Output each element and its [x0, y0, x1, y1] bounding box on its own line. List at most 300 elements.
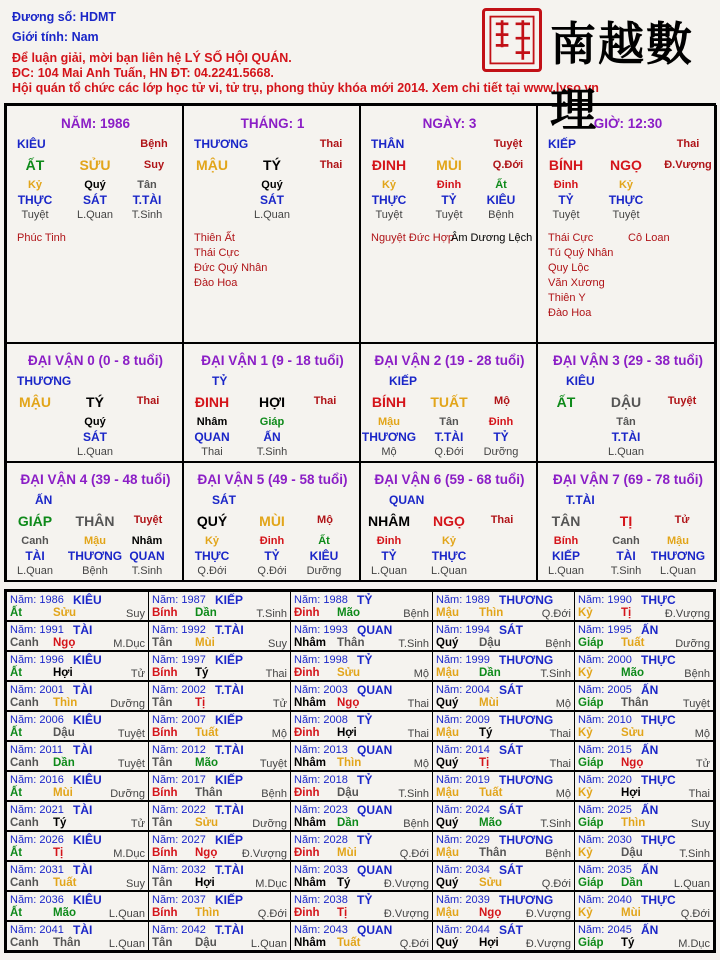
year-branch: Tị	[195, 697, 206, 709]
hidden-star: THƯƠNG	[650, 549, 706, 563]
year-cell	[574, 741, 714, 771]
year-stage: Thai	[549, 758, 571, 770]
year-label: Năm: 1997	[152, 654, 206, 666]
year-cell	[290, 651, 433, 681]
year-cell	[290, 771, 433, 801]
year-stage: Tử	[272, 698, 287, 710]
year-stem: Ất	[10, 727, 23, 739]
year-branch: Thân	[337, 637, 365, 649]
year-stage: Đ.Vượng	[383, 878, 429, 890]
year-cell	[432, 711, 575, 741]
year-cell	[6, 591, 149, 621]
year-cell	[574, 801, 714, 831]
year-star: TÀI	[73, 803, 93, 817]
pillar-stage: Tuyệt	[493, 138, 523, 150]
year-cell	[574, 771, 714, 801]
year-cell	[290, 891, 433, 921]
year-branch: Dần	[337, 817, 359, 829]
than-sat: Nguyệt Đức Hợp	[371, 232, 455, 244]
year-label: Năm: 2001	[10, 684, 64, 696]
year-star: QUAN	[357, 803, 393, 817]
year-cell	[148, 621, 291, 651]
year-star: KIẾP	[215, 713, 244, 727]
year-label: Năm: 2029	[436, 834, 490, 846]
year-cell	[6, 741, 149, 771]
year-stem: Quý	[436, 697, 459, 709]
year-label: Năm: 2043	[294, 924, 348, 936]
year-star: T.TÀI	[215, 923, 244, 937]
year-branch: Hợi	[53, 667, 73, 679]
year-stage: Dưỡng	[110, 788, 145, 800]
dai-van-cell	[537, 343, 717, 462]
year-stage: Bệnh	[261, 788, 287, 800]
dai-van-title: ĐẠI VẬN 7 (69 - 78 tuổi)	[552, 472, 704, 487]
dai-van-stem: NHÂM	[368, 513, 410, 529]
year-stage: Tuyệt	[117, 728, 145, 740]
dai-van-stage: Thai	[313, 395, 337, 407]
year-stem: Canh	[10, 817, 39, 829]
pillar-cell	[183, 105, 360, 343]
year-cell	[290, 861, 433, 891]
year-stage: Suy	[126, 878, 145, 890]
year-branch: Hợi	[479, 937, 499, 949]
year-label: Năm: 2025	[578, 804, 632, 816]
year-star: THƯƠNG	[499, 833, 554, 847]
pillar-stem: BÍNH	[548, 157, 584, 173]
year-star: SÁT	[499, 683, 523, 697]
hidden-stem: Kỷ	[441, 535, 457, 547]
year-stage: T.Sinh	[540, 818, 571, 830]
year-cell	[148, 591, 291, 621]
year-stem: Ất	[10, 667, 23, 679]
hidden-star: QUAN	[129, 549, 165, 563]
year-star: KIÊU	[73, 773, 102, 787]
year-stage: Tử	[130, 818, 145, 830]
hidden-star: KIẾP	[551, 549, 581, 563]
year-label: Năm: 2041	[10, 924, 64, 936]
year-label: Năm: 2020	[578, 774, 632, 786]
year-label: Năm: 2023	[294, 804, 348, 816]
year-label: Năm: 1989	[436, 594, 490, 606]
dai-van-title: ĐẠI VẬN 5 (49 - 58 tuổi)	[197, 472, 348, 487]
year-cell	[432, 651, 575, 681]
year-branch: Mùi	[195, 637, 215, 649]
year-branch: Mùi	[479, 697, 499, 709]
hidden-star: SÁT	[83, 193, 107, 207]
year-stem: Đinh	[294, 787, 320, 799]
year-star: ẤN	[641, 683, 659, 697]
year-branch: Mão	[337, 607, 360, 619]
year-label: Năm: 2042	[152, 924, 206, 936]
year-branch: Tị	[479, 757, 490, 769]
than-sat: Đào Hoa	[548, 307, 592, 319]
year-branch: Mão	[53, 907, 76, 919]
year-stage: T.Sinh	[256, 608, 287, 620]
pillar-star: THƯƠNG	[194, 137, 249, 151]
year-branch: Tị	[337, 907, 348, 919]
year-stem: Kỷ	[578, 727, 593, 739]
annual-table	[4, 589, 716, 953]
year-star: THƯƠNG	[499, 593, 554, 607]
year-star: SÁT	[499, 803, 523, 817]
year-label: Năm: 2019	[436, 774, 490, 786]
hidden-star: TÀI	[616, 549, 636, 563]
year-stage: Mộ	[413, 668, 429, 680]
year-cell	[6, 771, 149, 801]
dai-van-stem: ĐINH	[194, 394, 230, 410]
year-cell	[574, 621, 714, 651]
year-stage: Suy	[268, 638, 287, 650]
hidden-stem: Canh	[21, 535, 49, 547]
dai-van-stage: Thai	[136, 395, 160, 407]
year-star: SÁT	[499, 743, 523, 757]
year-cell	[574, 711, 714, 741]
dai-van-star: KIẾP	[389, 374, 418, 388]
year-star: TỶ	[357, 713, 373, 727]
pillar-star: THÂN	[371, 137, 405, 151]
dai-van-branch: MÙI	[259, 513, 285, 529]
year-stem: Tân	[152, 757, 173, 769]
year-star: TỶ	[357, 893, 373, 907]
year-stage: Q.Đới	[399, 848, 429, 860]
hidden-stage: T.Sinh	[131, 209, 163, 221]
year-stage: Bệnh	[403, 608, 429, 620]
year-label: Năm: 2021	[10, 804, 64, 816]
year-branch: Mão	[621, 667, 644, 679]
year-star: ẤN	[641, 743, 659, 757]
year-branch: Tý	[337, 877, 351, 889]
year-stage: T.Sinh	[540, 668, 571, 680]
year-stage: Suy	[126, 608, 145, 620]
year-branch: Sửu	[337, 667, 361, 679]
hidden-star: TỶ	[264, 549, 280, 563]
hidden-stem: Đinh	[436, 179, 462, 191]
hidden-star: TỶ	[381, 549, 397, 563]
year-label: Năm: 2033	[294, 864, 348, 876]
year-stem: Canh	[10, 637, 39, 649]
hidden-stem: Tân	[616, 416, 636, 428]
year-label: Năm: 1993	[294, 624, 348, 636]
year-branch: Thân	[195, 787, 223, 799]
hidden-stem: Ất	[495, 179, 507, 191]
pillar-branch: TÝ	[263, 157, 281, 173]
year-stage: Mộ	[694, 728, 710, 740]
hidden-star: QUAN	[194, 430, 230, 444]
hidden-stage: T.Sinh	[256, 446, 288, 458]
year-star: TỶ	[357, 593, 373, 607]
year-branch: Tị	[621, 607, 632, 619]
pillar-stage: Đ.Vượng	[664, 159, 712, 171]
year-cell	[290, 711, 433, 741]
hidden-star: T.TÀI	[611, 430, 641, 444]
dai-van-stem: ẤT	[556, 394, 576, 410]
year-stage: L.Quan	[108, 908, 145, 920]
year-label: Năm: 2022	[152, 804, 206, 816]
year-branch: Tý	[621, 937, 635, 949]
year-star: QUAN	[357, 683, 393, 697]
year-cell	[432, 771, 575, 801]
hidden-star: THƯƠNG	[361, 430, 417, 444]
dai-van-title: ĐẠI VẬN 4 (39 - 48 tuổi)	[20, 472, 171, 487]
year-stem: Canh	[10, 757, 39, 769]
year-stem: Nhâm	[294, 937, 326, 949]
year-star: THƯƠNG	[499, 773, 554, 787]
year-stage: Q.Đới	[257, 908, 287, 920]
hidden-star: SÁT	[83, 430, 107, 444]
hidden-star: THỰC	[608, 193, 644, 207]
year-star: KIÊU	[73, 713, 102, 727]
than-sat: Thiên Y	[548, 292, 586, 304]
year-branch: Mùi	[621, 907, 641, 919]
pillar-stage: Thai	[676, 138, 700, 150]
dai-van-cell	[6, 343, 183, 462]
year-stage: Q.Đới	[399, 938, 429, 950]
year-stem: Giáp	[578, 937, 604, 949]
year-star: THỰC	[641, 593, 676, 607]
hidden-stage: Tuyệt	[21, 209, 49, 221]
year-branch: Mão	[195, 757, 218, 769]
brand-logo-text: 南越數理	[550, 17, 694, 137]
year-star: TÀI	[73, 743, 93, 757]
year-branch: Tý	[479, 727, 493, 739]
year-label: Năm: 1994	[436, 624, 490, 636]
year-star: ẤN	[641, 863, 659, 877]
year-star: TỶ	[357, 833, 373, 847]
year-cell	[148, 891, 291, 921]
year-stem: Kỷ	[578, 847, 593, 859]
year-star: TỶ	[357, 653, 373, 667]
year-branch: Ngọ	[53, 637, 76, 649]
hidden-star: TÀI	[25, 549, 45, 563]
hidden-stem: Kỷ	[27, 179, 43, 191]
year-stage: Tử	[695, 758, 710, 770]
year-stage: Q.Đới	[541, 878, 571, 890]
year-stage: Dưỡng	[675, 638, 710, 650]
year-stem: Đinh	[294, 907, 320, 919]
year-branch: Tị	[53, 847, 64, 859]
year-stem: Nhâm	[294, 877, 326, 889]
year-cell	[6, 651, 149, 681]
than-sat: Thái Cực	[194, 247, 240, 259]
year-cell	[290, 831, 433, 861]
year-cell	[432, 921, 575, 951]
year-star: THỰC	[641, 833, 676, 847]
dai-van-stem: MẬU	[19, 394, 51, 410]
year-label: Năm: 2034	[436, 864, 490, 876]
hidden-stage: Mộ	[381, 446, 397, 458]
hidden-star: TỶ	[558, 193, 574, 207]
year-stem: Nhâm	[294, 637, 326, 649]
year-label: Năm: 2012	[152, 744, 206, 756]
year-label: Năm: 2002	[152, 684, 206, 696]
hidden-stem: Nhâm	[196, 416, 228, 428]
year-branch: Dậu	[337, 787, 359, 799]
year-stem: Kỷ	[578, 667, 593, 679]
year-branch: Mùi	[53, 787, 73, 799]
year-branch: Ngọ	[479, 907, 502, 919]
hidden-stage: Tuyệt	[375, 209, 403, 221]
year-cell	[432, 591, 575, 621]
year-cell	[432, 741, 575, 771]
year-cell	[6, 621, 149, 651]
year-label: Năm: 2035	[578, 864, 632, 876]
year-branch: Dậu	[195, 937, 217, 949]
pillar-stem: ĐINH	[371, 157, 407, 173]
year-label: Năm: 2015	[578, 744, 632, 756]
year-branch: Ngọ	[337, 697, 360, 709]
year-cell	[290, 621, 433, 651]
year-branch: Thìn	[479, 607, 504, 619]
than-sat: Thiên Ất	[194, 232, 235, 244]
year-label: Năm: 2017	[152, 774, 206, 786]
year-label: Năm: 2009	[436, 714, 490, 726]
year-stem: Bính	[152, 607, 178, 619]
address-line: ĐC: 104 Mai Anh Tuấn, HN ĐT: 04.2241.5668.	[12, 66, 274, 80]
pillar-stage: Thai	[319, 138, 343, 150]
dai-van-branch: TỊ	[619, 513, 633, 529]
hidden-stem: Đinh	[259, 535, 285, 547]
dai-van-stage: Tuyệt	[667, 395, 697, 407]
hidden-stage: Dưỡng	[483, 446, 519, 458]
year-star: ẤN	[641, 923, 659, 937]
year-label: Năm: 2026	[10, 834, 64, 846]
hidden-stem: Giáp	[259, 416, 285, 428]
year-cell	[148, 681, 291, 711]
year-label: Năm: 1996	[10, 654, 64, 666]
year-branch: Hợi	[621, 787, 641, 799]
year-label: Năm: 2032	[152, 864, 206, 876]
year-star: KIẾP	[215, 653, 244, 667]
than-sat: Đào Hoa	[194, 277, 238, 289]
year-cell	[6, 921, 149, 951]
year-stem: Bính	[152, 727, 178, 739]
year-cell	[6, 801, 149, 831]
hidden-stem: Mậu	[378, 416, 400, 428]
dai-van-stage: Mộ	[494, 395, 510, 407]
year-stage: Thai	[549, 728, 571, 740]
year-stage: L.Quan	[673, 878, 710, 890]
year-branch: Thân	[53, 937, 81, 949]
year-branch: Tý	[195, 667, 209, 679]
dai-van-cell	[360, 462, 537, 582]
year-branch: Thân	[479, 847, 507, 859]
year-stage: Q.Đới	[680, 908, 710, 920]
year-label: Năm: 2044	[436, 924, 490, 936]
year-stage: Bệnh	[545, 638, 571, 650]
year-stage: Đ.Vượng	[383, 908, 429, 920]
year-stage: Thai	[407, 728, 429, 740]
year-cell	[574, 831, 714, 861]
year-label: Năm: 2016	[10, 774, 64, 786]
hidden-stage: L.Quan	[659, 565, 697, 577]
pillar-stage: Thai	[319, 159, 343, 171]
year-star: T.TÀI	[215, 683, 244, 697]
year-stage: T.Sinh	[679, 848, 710, 860]
pillar-title: NGÀY: 3	[422, 116, 477, 131]
pillar-stage: Q.Đới	[492, 159, 524, 171]
year-stem: Mậu	[436, 847, 459, 859]
year-branch: Mùi	[337, 847, 357, 859]
seal-stamp	[482, 8, 542, 72]
year-star: KIẾP	[215, 893, 244, 907]
dai-van-branch: TÝ	[86, 394, 104, 410]
year-cell	[148, 801, 291, 831]
year-label: Năm: 2007	[152, 714, 206, 726]
year-branch: Hợi	[337, 727, 357, 739]
dai-van-title: ĐẠI VẬN 1 (9 - 18 tuổi)	[201, 353, 344, 368]
year-label: Năm: 2004	[436, 684, 490, 696]
year-star: ẤN	[641, 803, 659, 817]
year-cell	[574, 651, 714, 681]
year-label: Năm: 2011	[10, 744, 63, 756]
year-branch: Sửu	[195, 817, 219, 829]
pillar-title: THÁNG: 1	[240, 116, 305, 131]
year-star: T.TÀI	[215, 743, 244, 757]
dai-van-title: ĐẠI VẬN 6 (59 - 68 tuổi)	[374, 472, 525, 487]
year-stem: Canh	[10, 937, 39, 949]
year-label: Năm: 2031	[10, 864, 64, 876]
dai-van-stem: QUÝ	[196, 513, 228, 529]
dai-van-cell	[360, 343, 537, 462]
hidden-stem: Kỷ	[381, 179, 397, 191]
dai-van-star: ẤN	[35, 493, 53, 507]
dai-van-branch: THÂN	[75, 513, 115, 529]
year-cell	[148, 861, 291, 891]
hidden-stem: Đinh	[376, 535, 402, 547]
dai-van-stem: GIÁP	[17, 513, 53, 529]
year-cell	[148, 921, 291, 951]
year-branch: Dần	[195, 607, 217, 619]
year-stage: Mộ	[271, 728, 287, 740]
year-star: T.TÀI	[215, 803, 244, 817]
year-star: THỰC	[641, 773, 676, 787]
year-star: TÀI	[73, 623, 93, 637]
year-star: QUAN	[357, 623, 393, 637]
year-branch: Sửu	[53, 607, 77, 619]
year-stage: Đ.Vượng	[525, 938, 571, 950]
hidden-star: THƯƠNG	[67, 549, 123, 563]
year-stage: M.Dục	[255, 878, 287, 890]
year-label: Năm: 2003	[294, 684, 348, 696]
year-cell	[290, 921, 433, 951]
year-star: KIÊU	[73, 833, 102, 847]
pillar-cell	[537, 105, 717, 343]
year-stem: Quý	[436, 937, 459, 949]
hidden-star: THỰC	[17, 193, 53, 207]
dai-van-cell	[537, 462, 717, 582]
year-star: THƯƠNG	[499, 893, 554, 907]
year-cell	[432, 831, 575, 861]
year-label: Năm: 1995	[578, 624, 632, 636]
year-stem: Canh	[10, 697, 39, 709]
hidden-stage: L.Quan	[607, 446, 645, 458]
year-stem: Tân	[152, 697, 173, 709]
year-stem: Canh	[10, 877, 39, 889]
year-branch: Tý	[53, 817, 67, 829]
year-stage: Tuyệt	[682, 698, 710, 710]
hidden-stage: Tuyệt	[612, 209, 640, 221]
hidden-star: THỰC	[194, 549, 230, 563]
year-stem: Đinh	[294, 847, 320, 859]
year-star: THỰC	[641, 713, 676, 727]
year-label: Năm: 2039	[436, 894, 490, 906]
dai-van-cell	[183, 343, 360, 462]
hidden-star: KIÊU	[486, 193, 516, 207]
dai-van-star: SÁT	[212, 493, 236, 507]
year-stage: Tử	[130, 668, 145, 680]
dai-van-title: ĐẠI VẬN 3 (29 - 38 tuổi)	[552, 353, 704, 368]
year-branch: Mão	[479, 817, 502, 829]
